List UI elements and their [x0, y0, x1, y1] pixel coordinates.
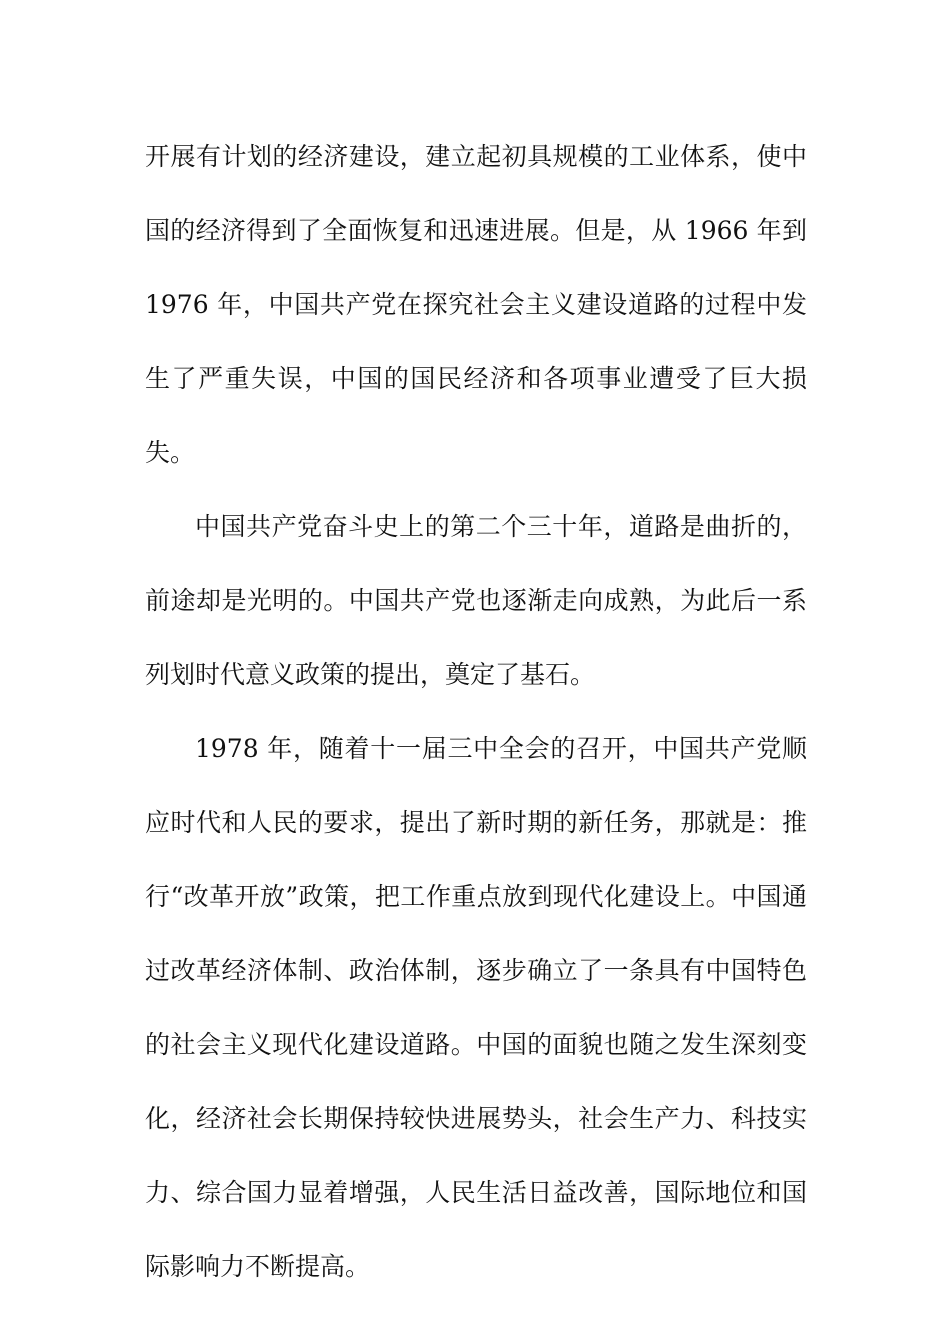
paragraph-2: 中国共产党奋斗史上的第二个三十年，道路是曲折的，前途却是光明的。中国共产党也逐渐走向成熟，为此后一系列划时代意义政策的提出，奠定了基石。 [145, 512, 807, 689]
paragraph-1: 开展有计划的经济建设，建立起初具规模的工业体系，使中国的经济得到了全面恢复和迅速进展。但是，从 1966 年到 1976 年，中国共产党在探究社会主义建设道路的过程中发生了严重失误，中国的国民经济和各项事业遭受了巨大损失。 [145, 142, 807, 467]
body-text [145, 120, 807, 1304]
paragraph-3: 1978 年，随着十一届三中全会的召开，中国共产党顺应时代和人民的要求，提出了新时期的新任务，那就是：推行“改革开放”政策，把工作重点放到现代化建设上。中国通过改革经济体制、政治体制，逐步确立了一条具有中国特色的社会主义现代化建设道路。中国的面貌也随之发生深刻变化，经济社会长期保持较快进展势头，社会生产力、科技实力、综合国力显着增强，人民生活日益改善，国际地位和国际影响力不断提高。 [145, 734, 807, 1281]
